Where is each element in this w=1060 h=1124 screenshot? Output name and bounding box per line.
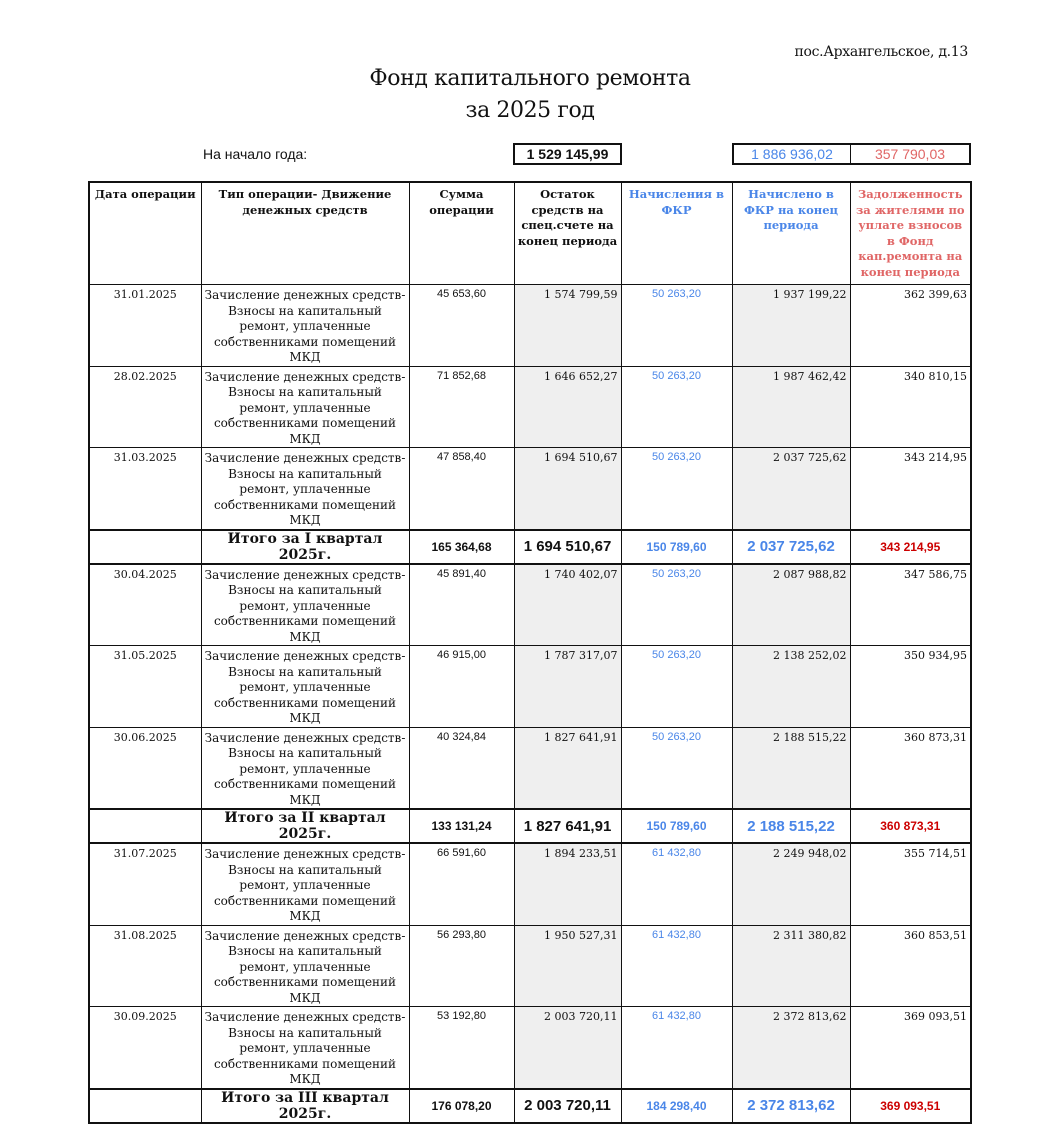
cell-empty [89,1089,201,1123]
cell-sum: 45 653,60 [409,285,514,367]
cell-date: 31.08.2025 [89,925,201,1007]
page-title: Фонд капитального ремонта [369,66,691,91]
cell-accrual: 50 263,20 [621,646,732,728]
table-row [89,843,971,925]
cell-sum: 40 324,84 [409,727,514,809]
col-header-date: Дата операции [89,182,201,285]
subtotal-accrued-total: 2 188 515,22 [732,809,850,843]
table-header-row [89,182,971,285]
cell-sum: 66 591,60 [409,843,514,925]
cell-balance: 1 646 652,27 [514,366,621,448]
subtotal-label: Итого за I квартал 2025г. [201,530,409,564]
cell-desc: Зачисление денежных средств-Взносы на капитальный ремонт, уплаченные собственниками помещений МКД [201,285,409,367]
cell-desc: Зачисление денежных средств-Взносы на капитальный ремонт, уплаченные собственниками помещений МКД [201,1007,409,1089]
cell-accrual: 50 263,20 [621,285,732,367]
subtotal-row-q3 [89,1089,971,1123]
subtotal-debt: 360 873,31 [850,809,971,843]
cell-date: 30.09.2025 [89,1007,201,1089]
cell-accrued-total: 2 037 725,62 [732,448,850,530]
cell-debt: 350 934,95 [850,646,971,728]
cell-date: 31.01.2025 [89,285,201,367]
cell-accrual: 61 432,80 [621,925,732,1007]
cell-sum: 53 192,80 [409,1007,514,1089]
cell-balance: 1 950 527,31 [514,925,621,1007]
cell-accrued-total: 2 249 948,02 [732,843,850,925]
cell-sum: 45 891,40 [409,564,514,646]
subtotal-accrued-total: 2 372 813,62 [732,1089,850,1123]
cell-desc: Зачисление денежных средств-Взносы на капитальный ремонт, уплаченные собственниками помещений МКД [201,564,409,646]
subtotal-sum: 165 364,68 [409,530,514,564]
cell-empty [89,530,201,564]
subtotal-label: Итого за II квартал 2025г. [201,809,409,843]
cell-empty [89,809,201,843]
table-row [89,366,971,448]
subtotal-label: Итого за III квартал 2025г. [201,1089,409,1123]
cell-balance: 1 787 317,07 [514,646,621,728]
cell-accrued-total: 2 372 813,62 [732,1007,850,1089]
opening-label: На начало года: [203,146,308,162]
cell-accrual: 61 432,80 [621,843,732,925]
subtotal-row-q2 [89,809,971,843]
col-header-balance: Остаток средств на спец.счете на конец периода [514,182,621,285]
cell-accrued-total: 2 087 988,82 [732,564,850,646]
cell-debt: 347 586,75 [850,564,971,646]
subtotal-balance: 1 827 641,91 [514,809,621,843]
cell-accrual: 50 263,20 [621,564,732,646]
cell-accrued-total: 2 311 380,82 [732,925,850,1007]
cell-debt: 355 714,51 [850,843,971,925]
col-header-accrual: Начисления в ФКР [621,182,732,285]
cell-balance: 1 694 510,67 [514,448,621,530]
cell-desc: Зачисление денежных средств-Взносы на капитальный ремонт, уплаченные собственниками помещений МКД [201,448,409,530]
subtotal-balance: 2 003 720,11 [514,1089,621,1123]
cell-debt: 343 214,95 [850,448,971,530]
cell-balance: 1 827 641,91 [514,727,621,809]
fund-table [88,181,972,1124]
table-row [89,646,971,728]
subtotal-sum: 133 131,24 [409,809,514,843]
subtotal-accrual: 150 789,60 [621,530,732,564]
subtotal-balance: 1 694 510,67 [514,530,621,564]
cell-accrual: 61 432,80 [621,1007,732,1089]
opening-debt: 357 790,03 [850,143,971,165]
table-row [89,285,971,367]
cell-debt: 360 873,31 [850,727,971,809]
cell-balance: 1 740 402,07 [514,564,621,646]
subtotal-row-q1 [89,530,971,564]
cell-sum: 56 293,80 [409,925,514,1007]
cell-desc: Зачисление денежных средств-Взносы на капитальный ремонт, уплаченные собственниками помещений МКД [201,646,409,728]
cell-debt: 360 853,51 [850,925,971,1007]
cell-accrued-total: 1 937 199,22 [732,285,850,367]
cell-balance: 1 894 233,51 [514,843,621,925]
subtotal-accrual: 150 789,60 [621,809,732,843]
table-row [89,448,971,530]
address: пос.Архангельское, д.13 [794,44,968,60]
cell-desc: Зачисление денежных средств-Взносы на капитальный ремонт, уплаченные собственниками помещений МКД [201,925,409,1007]
cell-date: 31.07.2025 [89,843,201,925]
cell-debt: 369 093,51 [850,1007,971,1089]
cell-balance: 1 574 799,59 [514,285,621,367]
cell-balance: 2 003 720,11 [514,1007,621,1089]
table-row [89,925,971,1007]
subtotal-debt: 369 093,51 [850,1089,971,1123]
cell-date: 28.02.2025 [89,366,201,448]
col-header-type: Тип операции- Движение денежных средств [201,182,409,285]
cell-date: 30.06.2025 [89,727,201,809]
cell-date: 31.03.2025 [89,448,201,530]
table-row [89,727,971,809]
cell-accrual: 50 263,20 [621,448,732,530]
col-header-accrued-total: Начислено в ФКР на конец периода [732,182,850,285]
opening-balance: 1 529 145,99 [513,143,622,165]
cell-accrual: 50 263,20 [621,727,732,809]
opening-fkr-accrued: 1 886 936,02 [732,143,851,165]
cell-date: 30.04.2025 [89,564,201,646]
cell-date: 31.05.2025 [89,646,201,728]
subtotal-accrual: 184 298,40 [621,1089,732,1123]
cell-accrual: 50 263,20 [621,366,732,448]
cell-sum: 71 852,68 [409,366,514,448]
cell-debt: 362 399,63 [850,285,971,367]
table-row [89,1007,971,1089]
subtotal-debt: 343 214,95 [850,530,971,564]
cell-desc: Зачисление денежных средств-Взносы на капитальный ремонт, уплаченные собственниками помещений МКД [201,366,409,448]
cell-accrued-total: 2 188 515,22 [732,727,850,809]
cell-desc: Зачисление денежных средств-Взносы на капитальный ремонт, уплаченные собственниками помещений МКД [201,727,409,809]
cell-desc: Зачисление денежных средств-Взносы на капитальный ремонт, уплаченные собственниками помещений МКД [201,843,409,925]
col-header-debt: Задолженность за жителями по уплате взносов в Фонд кап.ремонта на конец периода [850,182,971,285]
cell-sum: 46 915,00 [409,646,514,728]
page-subtitle: за 2025 год [465,98,595,123]
table-row [89,564,971,646]
cell-debt: 340 810,15 [850,366,971,448]
cell-accrued-total: 2 138 252,02 [732,646,850,728]
subtotal-accrued-total: 2 037 725,62 [732,530,850,564]
subtotal-sum: 176 078,20 [409,1089,514,1123]
cell-sum: 47 858,40 [409,448,514,530]
cell-accrued-total: 1 987 462,42 [732,366,850,448]
col-header-sum: Сумма операции [409,182,514,285]
